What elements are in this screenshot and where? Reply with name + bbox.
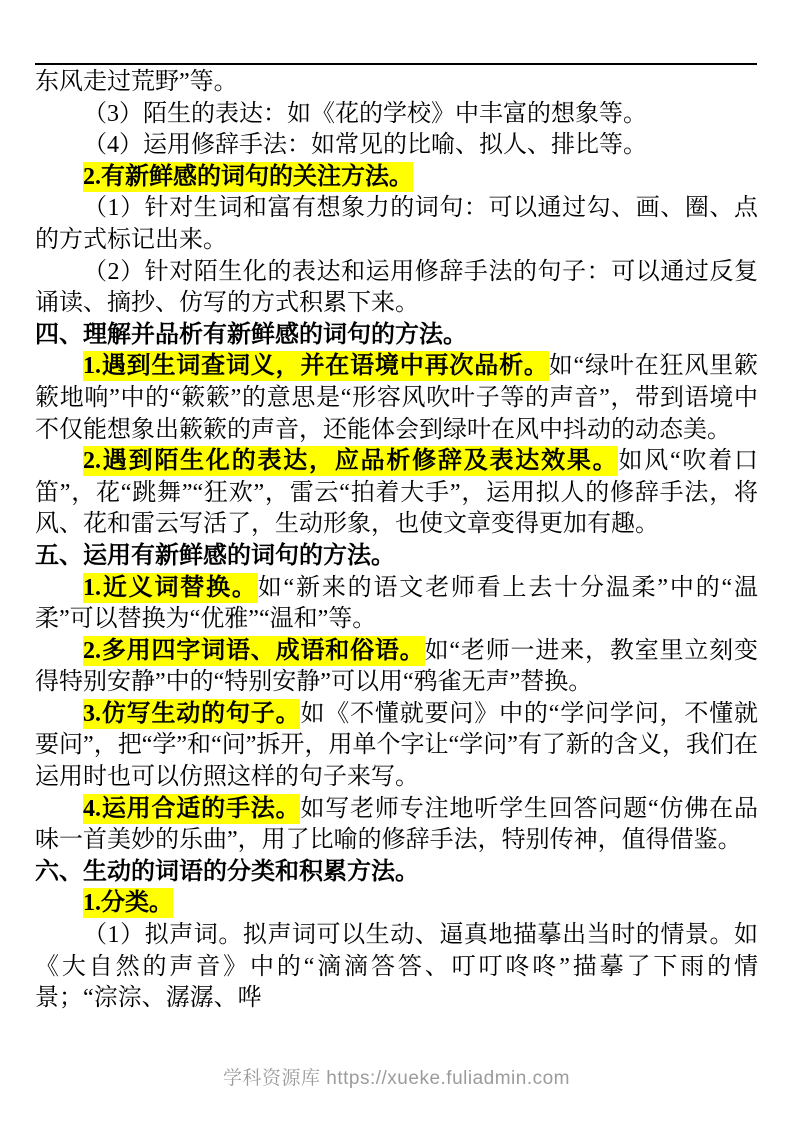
paragraph: [35, 320, 758, 352]
body-text: （4）运用修辞手法：如常见的比喻、拟人、排比等。: [83, 132, 647, 159]
body-text: （2）针对陌生化的表达和运用修辞手法的句子：可以通过反复诵读、摘抄、仿写的方式积累下来。: [35, 258, 758, 317]
body-text: 如写老师专注地听学生回答问题“仿佛在品味一首美妙的乐曲”，用了比喻的修辞手法，特别传神，值得借鉴。: [35, 795, 758, 854]
highlighted-heading: 1.近义词替换。: [83, 574, 258, 601]
body-text: 东风走过荒野”等。: [35, 69, 238, 95]
highlighted-heading: 1.分类。: [83, 890, 173, 917]
highlighted-heading: 3.仿写生动的句子。: [83, 700, 301, 727]
paragraph: [35, 857, 758, 889]
body-text: 如《不懂就要问》中的“学问学问，不懂就要问”，把“学”和“问”拆开，用单个字让“学问”有了新的含义，我们在运用时也可以仿照这样的句子来写。: [35, 700, 758, 791]
body-text: （1）拟声词。拟声词可以生动、逼真地描摹出当时的情景。如《大自然的声音》中的“滴滴答答、叮叮咚咚”描摹了下雨的情景；“淙淙、潺潺、哗: [35, 922, 758, 1012]
highlighted-heading: 4.运用合适的手法。: [83, 795, 301, 822]
paragraph: [35, 99, 758, 131]
body-text: 如“绿叶在狂风里簌簌地响”中的“簌簌”的意思是“形容风吹叶子等的声音”，带到语境中不仅能想象出簌簌的声音，还能体会到绿叶在风中抖动的动态美。: [35, 353, 759, 443]
highlighted-heading: 1.遇到生词查词义，并在语境中再次品析。: [83, 353, 549, 380]
section-heading: 五、运用有新鲜感的词句的方法。: [35, 542, 395, 569]
paragraph: [35, 573, 758, 636]
paragraph: [35, 193, 758, 256]
paragraph: [35, 699, 758, 794]
paragraph: [35, 920, 758, 1015]
paragraph: [35, 636, 758, 699]
paragraph: [35, 162, 758, 194]
body-text: 如“老师一进来，教室里立刻变得特别安静”中的“特别安静”可以用“鸦雀无声”替换。: [35, 637, 759, 696]
highlighted-heading: 2.遇到陌生化的表达，应品析修辞及表达效果。: [83, 448, 619, 475]
page-top-rule: [35, 63, 757, 65]
section-heading: 四、理解并品析有新鲜感的词句的方法。: [35, 321, 467, 348]
body-text: 如风“吹着口笛”，花“跳舞”“狂欢”，雷云“拍着大手”，运用拟人的修辞手法，将风、花和雷云写活了，生动形象，也使文章变得更加有趣。: [35, 448, 759, 538]
paragraph: [35, 794, 758, 857]
body-text: （1）针对生词和富有想象力的词句：可以通过勾、画、圈、点的方式标记出来。: [35, 195, 758, 253]
paragraph: [35, 67, 758, 99]
footer-watermark: 学科资源库 https://xueke.fuliadmin.com: [223, 1068, 570, 1089]
paragraph: [35, 130, 758, 162]
section-heading: 六、生动的词语的分类和积累方法。: [35, 858, 419, 885]
document-body: [35, 67, 758, 1015]
paragraph: [35, 446, 758, 541]
paragraph: [35, 888, 758, 920]
body-text: 如“新来的语文老师看上去十分温柔”中的“温柔”可以替换为“优雅”“温和”等。: [35, 574, 758, 633]
body-text: （3）陌生的表达：如《花的学校》中丰富的想象等。: [83, 100, 647, 127]
highlighted-heading: 2.有新鲜感的词句的关注方法。: [83, 163, 413, 190]
paragraph: [35, 541, 758, 573]
paragraph: [35, 257, 758, 320]
paragraph: [35, 351, 758, 446]
highlighted-heading: 2.多用四字词语、成语和俗语。: [83, 637, 425, 664]
